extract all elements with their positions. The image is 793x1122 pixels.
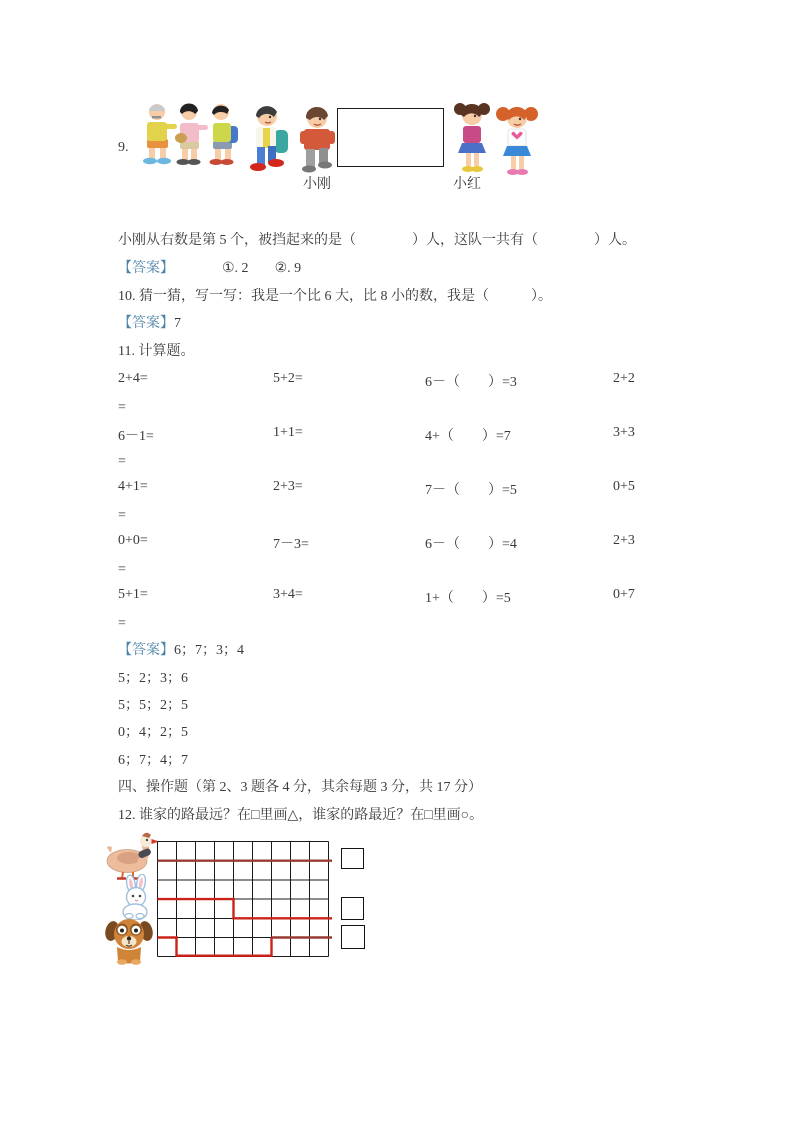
q10-question-text: 10. 猜一猜，写一写：我是一个比 6 大，比 8 小的数，我是（ ）。: [118, 289, 552, 304]
xiaogang-boy-illustration: [295, 104, 339, 174]
dog-icon: [100, 916, 158, 965]
label-xiaohong: 小红: [453, 177, 481, 192]
q9-answer-line: [118, 260, 301, 277]
q11-answer-line-5: 6；7；4；7: [118, 753, 188, 768]
calc-expr: 5+1=: [118, 587, 148, 602]
calc-expr: 3+3: [613, 425, 635, 440]
q11-answer-line-1: [118, 642, 244, 659]
calc-expr: 2+3: [613, 533, 635, 548]
q11-answer-values: 6；7；3；4: [174, 643, 244, 658]
q10-answer-value: 7: [174, 316, 181, 331]
walking-boy-illustration: [243, 101, 293, 175]
section4-title: 四、操作题（第 2、3 题各 4 分，其余每题 3 分，共 17 分）: [118, 780, 482, 795]
calc-wrap-equals: =: [118, 562, 126, 577]
route-grid: [157, 841, 335, 958]
calc-wrap-equals: =: [118, 454, 126, 469]
calc-expr: 4+（ ）=7: [425, 429, 511, 444]
girl-friend-illustration: [492, 102, 542, 178]
q11-answer-label: 【答案】: [118, 643, 174, 658]
q9-question-text: 小刚从右数是第 5 个，被挡起来的是（ ）人，这队一共有（ ）人。: [118, 233, 636, 248]
q10-answer-label: 【答案】: [118, 316, 174, 331]
rabbit-icon: [112, 874, 160, 920]
calc-expr: 4+1=: [118, 479, 148, 494]
q10-answer-line: [118, 315, 181, 332]
answer-box-rabbit: [341, 897, 364, 920]
q11-answer-line-2: 5；2；3；6: [118, 671, 188, 686]
q11-answer-line-3: 5；5；2；5: [118, 698, 188, 713]
label-xiaogang: 小刚: [303, 177, 331, 192]
calc-expr: 6－1=: [118, 429, 154, 444]
calc-row-2: [118, 425, 678, 442]
calc-expr: 0+0=: [118, 533, 148, 548]
calc-row-5: [118, 587, 678, 604]
calc-expr: 2+4=: [118, 371, 148, 386]
calc-wrap-equals: =: [118, 508, 126, 523]
q9-number: 9.: [118, 140, 129, 155]
q9-answer-part2: ②. 9: [274, 261, 302, 276]
calc-expr: 6－（ ）=4: [425, 537, 517, 552]
calc-expr: 7－3=: [273, 537, 309, 552]
calc-row-4: [118, 533, 678, 550]
q12-question-text: 12. 谁家的路最远？在□里画△，谁家的路最近？在□里画○。: [118, 808, 484, 823]
calc-expr: 3+4=: [273, 587, 303, 602]
q9-answer-label: 【答案】: [118, 261, 174, 276]
calc-expr: 6－（ ）=3: [425, 375, 517, 390]
calc-expr: 2+2: [613, 371, 635, 386]
calc-expr: 2+3=: [273, 479, 303, 494]
q11-answer-line-4: 0；4；2；5: [118, 725, 188, 740]
q9-answer-part1: ①. 2: [222, 261, 249, 276]
calc-expr: 0+5: [613, 479, 635, 494]
rabbit-route-path: [158, 899, 333, 918]
calc-expr: 0+7: [613, 587, 635, 602]
three-children-group-illustration: [137, 99, 241, 175]
calc-expr: 1+1=: [273, 425, 303, 440]
calc-expr: 7－（ ）=5: [425, 483, 517, 498]
girl-xiaohong-illustration: [451, 99, 493, 175]
hidden-children-box: [337, 108, 444, 167]
answer-box-dog: [341, 925, 365, 949]
calc-row-1: [118, 371, 678, 388]
calc-expr: 5+2=: [273, 371, 303, 386]
answer-box-goose: [341, 848, 364, 869]
calc-wrap-equals: =: [118, 400, 126, 415]
calc-wrap-equals: =: [118, 616, 126, 631]
calc-expr: 1+（ ）=5: [425, 591, 511, 606]
calc-row-3: [118, 479, 678, 496]
route-grid-svg: [157, 841, 335, 958]
q11-title: 11. 计算题。: [118, 344, 195, 359]
